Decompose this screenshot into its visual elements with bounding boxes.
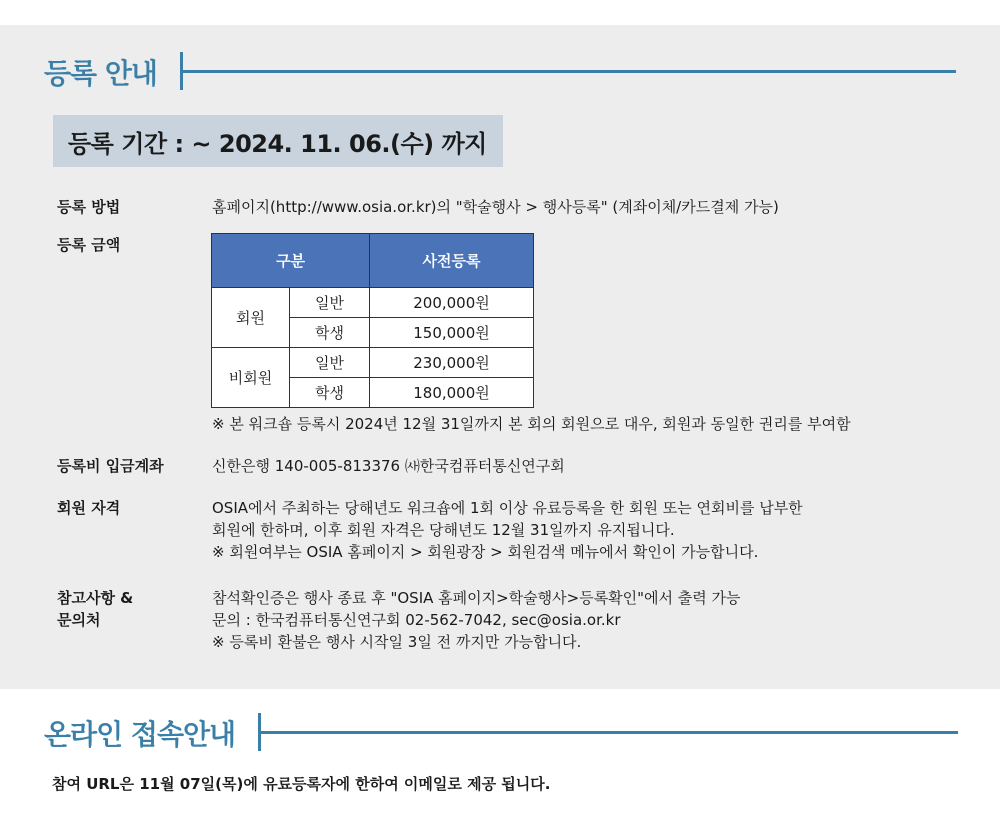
table-row xyxy=(212,288,534,318)
refund-note: ※ 등록비 환불은 행사 시작일 3일 전 까지만 가능합니다. xyxy=(212,633,582,651)
registration-section-header xyxy=(44,52,157,92)
fee-type: 학생 xyxy=(289,378,369,408)
membership-label: 회원 자격 xyxy=(57,499,121,517)
fee-type: 학생 xyxy=(289,318,369,348)
membership-line: OSIA에서 주최하는 당해년도 워크숍에 1회 이상 유료등록을 한 회원 또는 연회비를 납부한 xyxy=(212,499,803,517)
registration-period-box xyxy=(53,115,503,167)
fee-price: 150,000원 xyxy=(370,318,534,348)
table-row xyxy=(212,348,534,378)
reference-line: 참석확인증은 행사 종료 후 "OSIA 홈페이지>학술행사>등록확인"에서 출력 가능 xyxy=(212,589,741,607)
online-access-text: 참여 URL은 11월 07일(목)에 유료등록자에 한하여 이메일로 제공 됩니다. xyxy=(52,775,551,793)
method-value: 홈페이지(http://www.osia.or.kr)의 "학술행사 > 행사등록" (계좌이체/카드결제 가능) xyxy=(212,198,779,216)
fee-price: 180,000원 xyxy=(370,378,534,408)
fee-table-header-row xyxy=(212,234,534,288)
registration-period: 등록 기간 : ~ 2024. 11. 06.(수) 까지 xyxy=(68,129,487,158)
fee-type: 일반 xyxy=(289,348,369,378)
fee-table xyxy=(211,233,534,408)
online-section-title: 온라인 접속안내 xyxy=(44,718,236,751)
section-divider-line xyxy=(182,70,956,73)
fee-note: ※ 본 워크숍 등록시 2024년 12월 31일까지 본 회의 회원으로 대우, 회원과 동일한 권리를 부여함 xyxy=(212,415,851,433)
fee-label: 등록 금액 xyxy=(57,236,121,254)
section-divider-line xyxy=(260,731,958,734)
account-label: 등록비 입금계좌 xyxy=(57,457,164,475)
fee-type: 일반 xyxy=(289,288,369,318)
registration-section-title: 등록 안내 xyxy=(44,57,157,90)
membership-line: 회원에 한하며, 이후 회원 자격은 당해년도 12월 31일까지 유지됩니다. xyxy=(212,521,675,539)
reference-label: 참고사항 & xyxy=(57,589,134,607)
fee-price: 230,000원 xyxy=(370,348,534,378)
online-section-header xyxy=(44,713,235,753)
account-value: 신한은행 140-005-813376 ㈔한국컴퓨터통신연구회 xyxy=(212,457,565,475)
membership-note: ※ 회원여부는 OSIA 홈페이지 > 회원광장 > 회원검색 메뉴에서 확인이 가능합니다. xyxy=(212,543,759,561)
fee-header-category: 구분 xyxy=(212,234,370,288)
fee-header-preregistration: 사전등록 xyxy=(370,234,534,288)
method-label: 등록 방법 xyxy=(57,198,121,216)
fee-group-member: 회원 xyxy=(212,288,290,348)
contact-label: 문의처 xyxy=(57,611,101,629)
fee-group-nonmember: 비회원 xyxy=(212,348,290,408)
fee-price: 200,000원 xyxy=(370,288,534,318)
contact-line: 문의 : 한국컴퓨터통신연구회 02-562-7042, sec@osia.or.kr xyxy=(212,611,621,629)
